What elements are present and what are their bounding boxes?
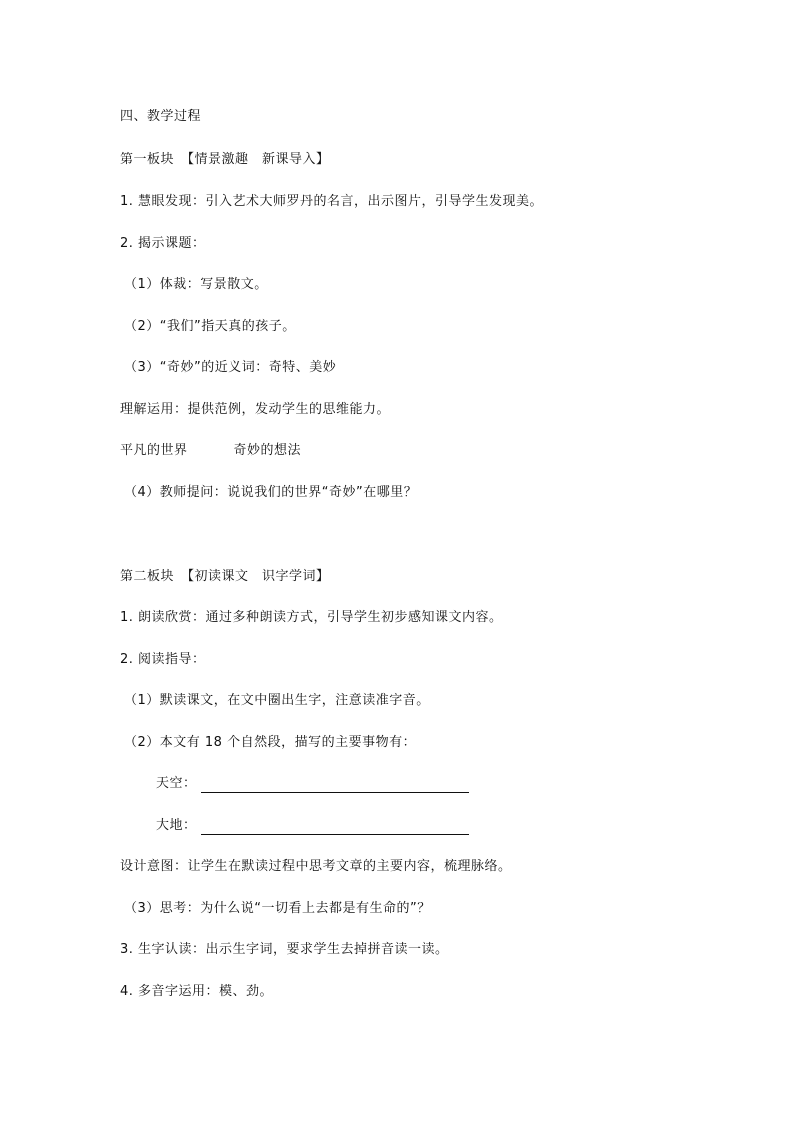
block1-sub4: （4）教师提问：说说我们的世界“奇妙”在哪里？ — [124, 485, 418, 500]
fill-label-earth: 大地： — [156, 818, 197, 833]
example-left: 平凡的世界 — [120, 443, 188, 458]
block2-item1: 1. 朗读欣赏：通过多种朗读方式，引导学生初步感知课文内容。 — [120, 610, 503, 625]
block2-design-note: 设计意图：让学生在默读过程中思考文章的主要内容，梳理脉络。 — [120, 859, 512, 874]
block2-item4: 4. 多音字运用：模、劲。 — [120, 984, 274, 999]
block2-sub2: （2）本文有 18 个自然段，描写的主要事物有： — [124, 735, 417, 750]
fill-blank-earth — [201, 822, 469, 835]
block1-sub2: （2）“我们”指天真的孩子。 — [124, 319, 296, 334]
example-right: 奇妙的想法 — [233, 443, 302, 458]
fill-label-sky: 天空： — [156, 776, 197, 791]
block2-item3: 3. 生字认读：出示生字词，要求学生去掉拼音读一读。 — [120, 942, 449, 957]
fill-line-sky — [156, 775, 469, 793]
block2-sub1: （1）默读课文，在文中圈出生字，注意读准字音。 — [124, 693, 430, 708]
block1-note: 理解运用：提供范例，发动学生的思维能力。 — [120, 402, 391, 417]
section-title: 四、教学过程 — [120, 109, 202, 124]
block2-item2: 2. 阅读指导： — [120, 652, 206, 667]
block1-heading: 第一板块 【情景激趣 新课导入】 — [120, 152, 330, 167]
fill-blank-sky — [201, 780, 469, 793]
block2-sub3: （3）思考：为什么说“一切看上去都是有生命的”？ — [124, 901, 431, 916]
block1-sub3: （3）“奇妙”的近义词：奇特、美妙 — [124, 360, 337, 375]
block1-example — [120, 442, 301, 460]
fill-line-earth — [156, 817, 469, 835]
block2-heading: 第二板块 【初读课文 识字学词】 — [120, 569, 330, 584]
block1-item1: 1. 慧眼发现：引入艺术大师罗丹的名言，出示图片，引导学生发现美。 — [120, 194, 544, 209]
block1-sub1: （1）体裁：写景散文。 — [124, 277, 268, 292]
block1-item2: 2. 揭示课题： — [120, 236, 206, 251]
